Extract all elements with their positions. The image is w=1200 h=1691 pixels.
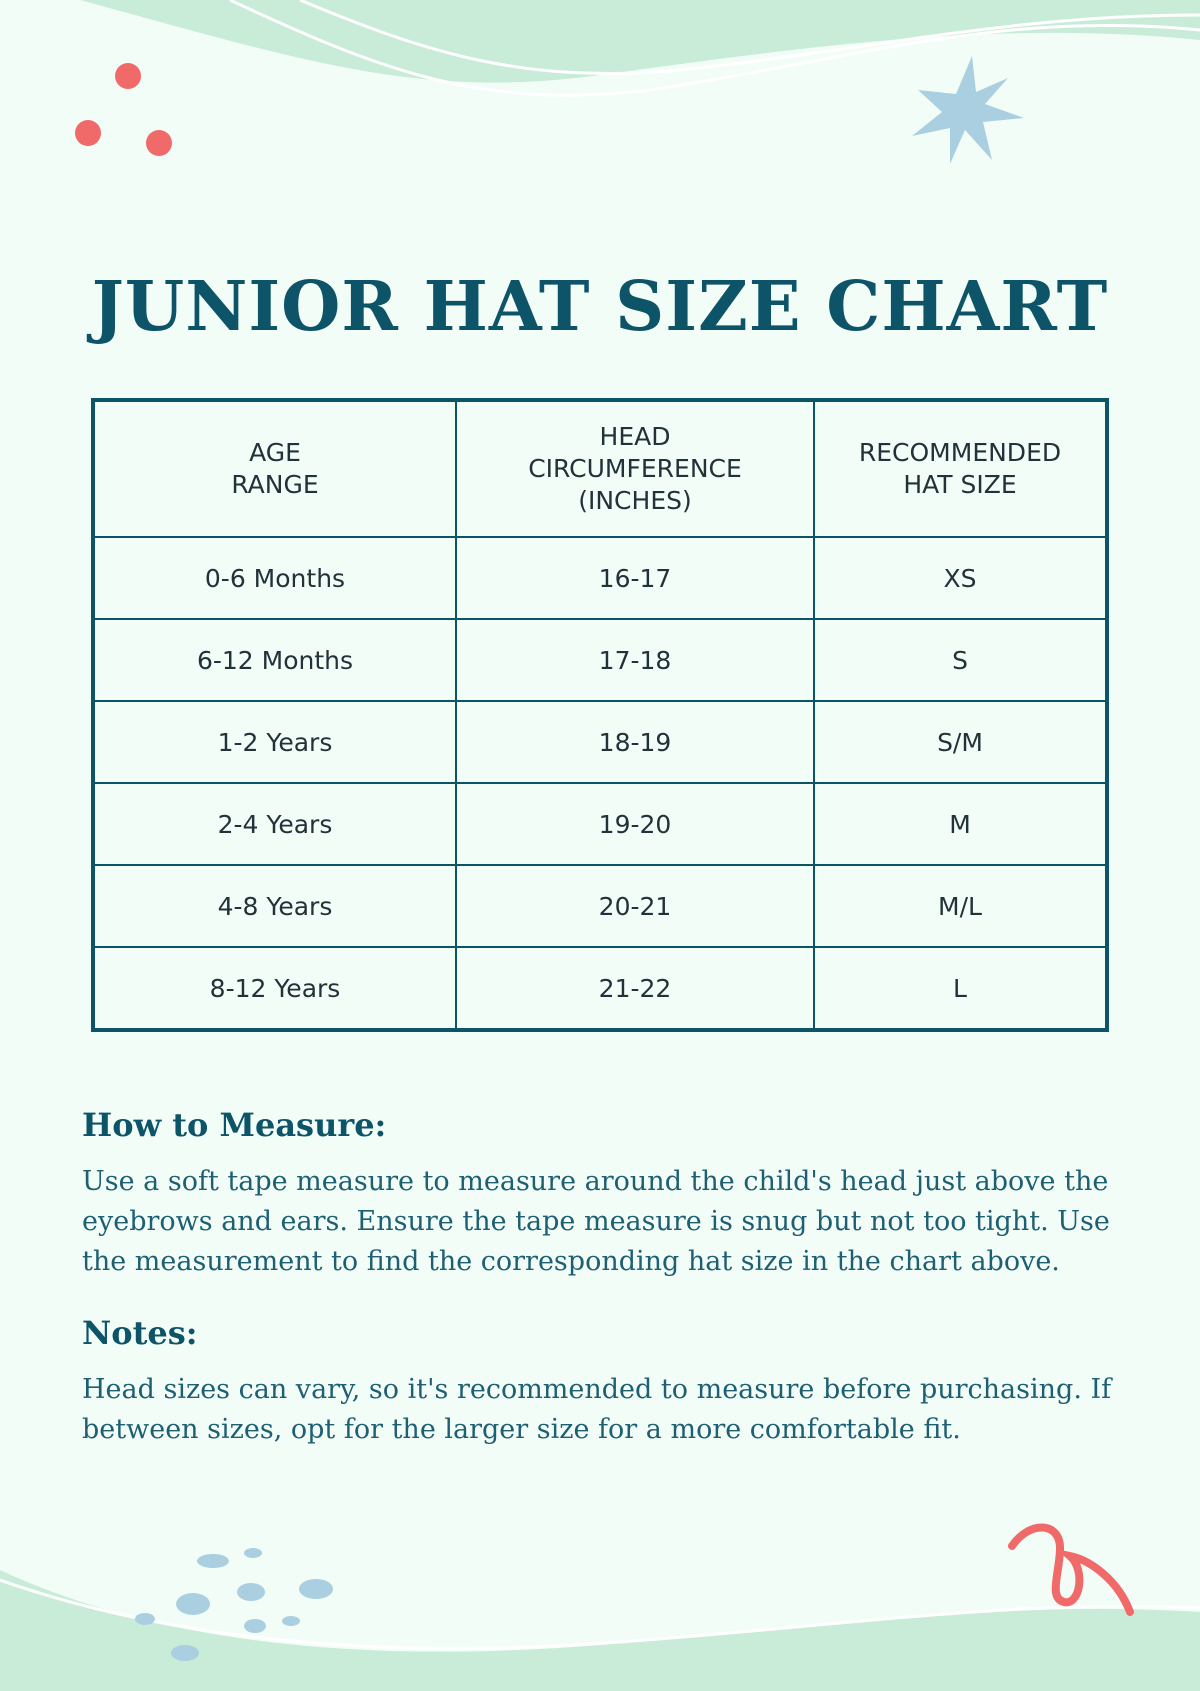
header-head-circumference: HEAD CIRCUMFERENCE (INCHES) <box>456 400 814 537</box>
age-range-cell: 2-4 Years <box>93 783 456 865</box>
header-recommended-hat-size: RECOMMENDED HAT SIZE <box>814 400 1107 537</box>
hat-size-cell: S/M <box>814 701 1107 783</box>
table-row <box>93 783 1107 865</box>
age-range-cell: 0-6 Months <box>93 537 456 619</box>
star-decoration <box>912 56 1024 164</box>
age-range-cell: 4-8 Years <box>93 865 456 947</box>
age-range-cell: 1-2 Years <box>93 701 456 783</box>
circumference-cell: 20-21 <box>456 865 814 947</box>
circumference-cell: 17-18 <box>456 619 814 701</box>
hat-size-cell: M <box>814 783 1107 865</box>
notes-heading: Notes: <box>82 1314 198 1352</box>
how-to-measure-text: Use a soft tape measure to measure around the child's head just above the eyebrows and ears. Ensure the tape measure is snug but not too tight. Use the measurement to find the corresponding hat size in the chart above. <box>82 1166 1110 1277</box>
coral-dots-decoration <box>75 63 172 156</box>
how-to-measure-heading: How to Measure: <box>82 1106 387 1144</box>
table-header-row <box>93 400 1107 537</box>
hat-size-cell: S <box>814 619 1107 701</box>
table-row <box>93 947 1107 1030</box>
header-age-range: AGE RANGE <box>93 400 456 537</box>
age-range-cell: 6-12 Months <box>93 619 456 701</box>
page-title: JUNIOR HAT SIZE CHART <box>91 267 1109 347</box>
table-row <box>93 865 1107 947</box>
hat-size-cell: XS <box>814 537 1107 619</box>
hat-size-cell: L <box>814 947 1107 1030</box>
blue-pebbles-decoration <box>135 1548 333 1661</box>
age-range-cell: 8-12 Years <box>93 947 456 1030</box>
table-row <box>93 701 1107 783</box>
table-row <box>93 537 1107 619</box>
table-row <box>93 619 1107 701</box>
circumference-cell: 19-20 <box>456 783 814 865</box>
squiggle-decoration <box>1012 1527 1130 1612</box>
top-wave-decoration <box>0 0 1200 170</box>
hat-size-table <box>91 398 1109 1032</box>
circumference-cell: 18-19 <box>456 701 814 783</box>
circumference-cell: 21-22 <box>456 947 814 1030</box>
circumference-cell: 16-17 <box>456 537 814 619</box>
hat-size-cell: M/L <box>814 865 1107 947</box>
notes-text: Head sizes can vary, so it's recommended to measure before purchasing. If between sizes, opt for the larger size for a more comfortable fit. <box>82 1374 1112 1445</box>
